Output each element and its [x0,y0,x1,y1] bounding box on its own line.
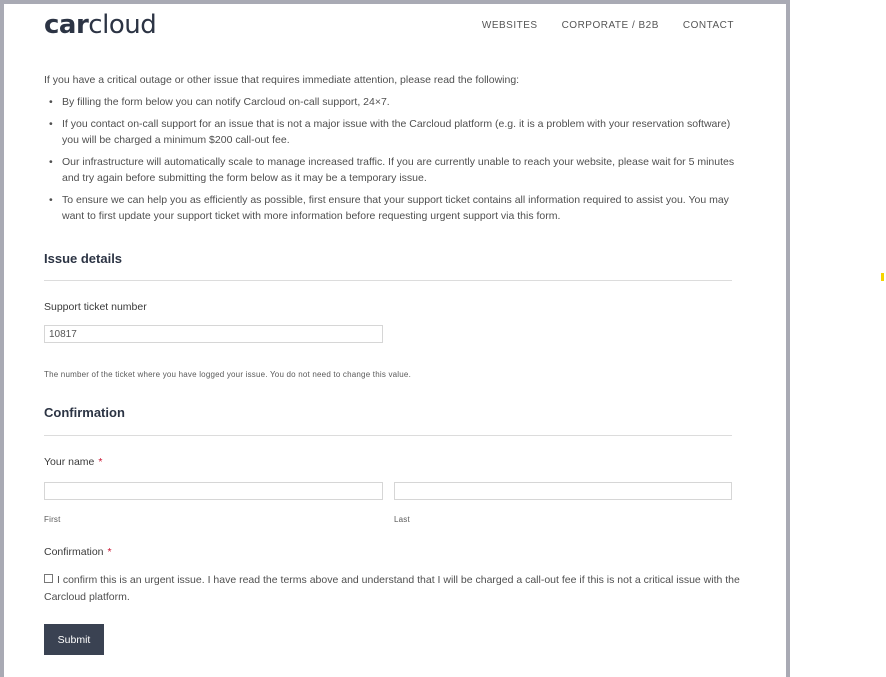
first-name-helper: First [44,515,61,524]
issue-details-divider [44,280,732,281]
issue-details-heading: Issue details [44,251,123,266]
confirm-checkbox-text: I confirm this is an urgent issue. I have read the terms above and understand that I will be charged a call-out fee if this is not a critical issue with the Carcloud platform. [44,574,740,603]
ticket-number-helper: The number of the ticket where you have logged your issue. You do not need to change this value. [44,370,411,379]
nav-corporate-b2b[interactable]: CORPORATE / B2B [561,20,659,31]
ticket-number-input[interactable] [44,325,383,343]
intro-bullet-list [44,94,744,224]
intro-bullet-oncall: • By filling the form below you can notify Carcloud on-call support, 24×7. [62,94,744,110]
your-name-label: Your name * [44,456,103,468]
highlight-marker [881,273,884,281]
intro-bullet-scale: • Our infrastructure will automatically scale to manage increased traffic. If you are currently unable to reach your website, please wait for 5 minutes and try again before submitting the form below as it may be a temporary issue. [62,154,744,186]
nav-websites[interactable]: WEBSITES [481,20,538,31]
confirm-checkbox[interactable] [44,574,53,583]
first-name-input[interactable] [44,482,383,500]
required-asterisk: * [98,456,103,468]
confirmation-heading: Confirmation [44,405,125,420]
intro-bullet-fee: • If you contact on-call support for an issue that is not a major issue with the Carcloud platform (e.g. it is a problem with your reservation software) you will be charged a minimum $200 call-out fee. [62,116,744,148]
required-asterisk: * [107,546,112,558]
carcloud-logo[interactable]: carcloud [44,10,157,40]
confirm-checkbox-row [44,572,744,606]
last-name-helper: Last [394,515,410,524]
nav-contact[interactable]: CONTACT [682,20,734,31]
intro-section [44,72,744,230]
intro-bullet-ticket: • To ensure we can help you as efficiently as possible, first ensure that your support ticket contains all information required to assist you. You may want to first update your support ticket with more information before requesting urgent support via this form. [62,192,744,224]
confirmation-divider [44,435,732,436]
ticket-number-label: Support ticket number [44,301,147,313]
submit-button[interactable]: Submit [44,624,104,655]
last-name-input[interactable] [394,482,732,500]
confirmation-label: Confirmation * [44,546,112,558]
main-nav [482,20,734,31]
site-header [44,10,744,46]
intro-text: If you have a critical outage or other issue that requires immediate attention, please read the following: [44,74,520,86]
